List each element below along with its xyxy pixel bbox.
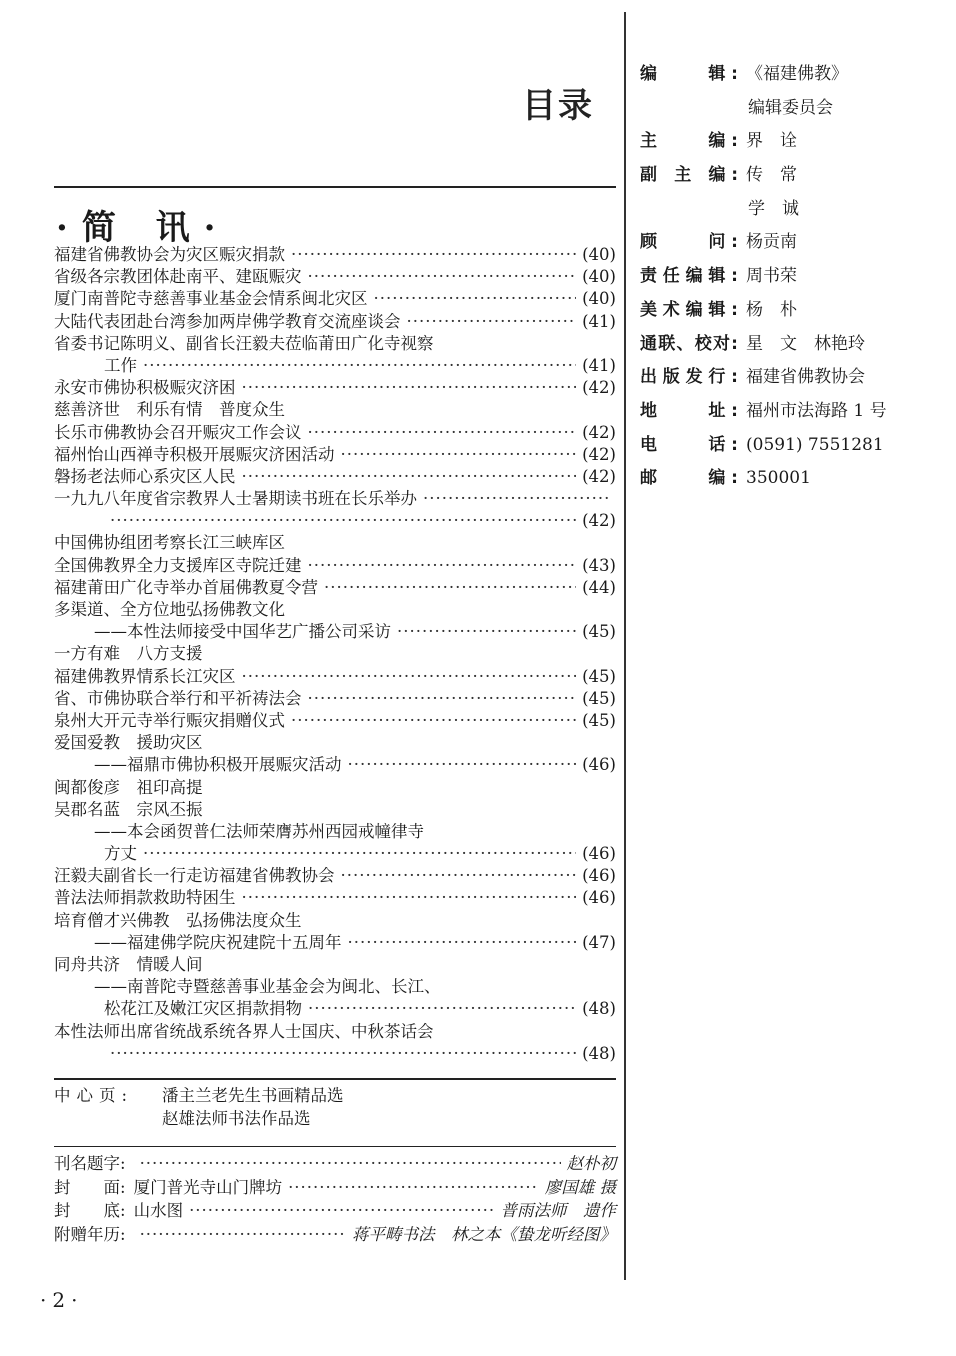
credit-value: 山水图 [133,1201,184,1220]
credits-list [54,1152,616,1246]
toc-entry [54,666,616,688]
masthead-row [640,361,940,395]
toc-entry-page: (42) [582,422,616,442]
page-title: 目录 [522,86,594,126]
toc-entry-page: (46) [582,844,616,864]
toc-leader-dots [308,688,577,710]
toc-entry [54,488,616,510]
toc-leader-dots [291,710,576,732]
masthead-value: 学 诚 [748,198,799,219]
credit-label: 封 底: [54,1201,126,1220]
masthead-value: 福建省佛教协会 [746,367,865,388]
toc-entry-page: (48) [582,999,616,1019]
toc-entry [54,621,616,643]
toc-entry-title: 福州怡山西禅寺积极开展赈灾济困活动 [54,444,335,464]
credit-value: 厦门普光寺山门牌坊 [133,1177,283,1197]
toc-entry [54,555,616,577]
toc-entry-page: (45) [582,622,616,642]
toc-entry-title: 大陆代表团赴台湾参加两岸佛学教育交流座谈会 [54,311,401,331]
toc-leader-dots [143,355,576,377]
masthead-value: 福州市法海路 1 号 [746,400,887,421]
masthead-row [640,226,940,260]
credit-row [54,1223,616,1247]
center-page-label: 中心页: [54,1086,134,1105]
toc-entry-title: 福建莆田广化寺举办首届佛教夏令营 [54,577,318,597]
credit-leader-dots [140,1152,561,1176]
masthead-row [640,159,940,193]
toc-entry-page: (43) [582,555,616,575]
toc-entry-title: 省、市佛协联合举行和平祈祷法会 [54,688,302,708]
credit-leader-dots [288,1176,539,1200]
credit-attribution: 赵朴初 [566,1154,616,1173]
toc-entry-title: 永安市佛协积极赈灾济困 [54,378,236,398]
masthead-label: 邮 编: [640,468,738,489]
toc-entry [54,865,616,887]
toc-leader-dots [110,510,576,532]
toc-entry [54,754,616,776]
toc-entry-title: 同舟共济 情暖人间 [54,955,203,974]
toc-entry [54,1043,616,1065]
toc-entry [54,244,616,266]
toc-entry [54,932,616,954]
masthead-label: 主 编: [640,131,738,152]
toc-leader-dots [242,887,577,909]
masthead-row [640,429,940,463]
toc-entry [54,998,616,1020]
masthead-label: 出版发行: [640,367,738,388]
toc-leader-dots [407,311,577,333]
masthead-value: 星 文 林艳玲 [746,333,865,354]
masthead-value: 杨贡南 [746,232,797,253]
toc-leader-dots [242,666,577,688]
toc-entry-title: 闽都俊彦 祖印高提 [54,777,203,797]
toc-entry-title: 磐扬老法师心系灾区人民 [54,466,236,486]
toc-entry-title: 泉州大开元寺举行赈灾捐赠仪式 [54,710,285,730]
credit-attribution: 蒋平畴书法 林之本《蛰龙听经图》 [352,1224,616,1244]
center-page-block [54,1084,344,1130]
toc-entry [54,976,616,998]
toc-entry-title: 普法法师捐款救助特困生 [54,888,236,908]
toc-leader-dots [143,843,576,865]
masthead-value: 《福建佛教》 [746,64,848,84]
toc-entry [54,777,616,799]
masthead [640,58,940,496]
toc-entry [54,333,616,355]
credit-leader-dots [140,1223,346,1247]
credit-attribution: 普雨法师 遗作 [500,1201,616,1220]
toc-entry-title: 中国佛协组团考察长江三峡库区 [54,533,285,553]
credit-leader-dots [189,1199,494,1223]
toc-entry-title: 福建佛教界情系长江灾区 [54,666,236,686]
toc-entry [54,599,616,621]
toc-entry [54,688,616,710]
credit-label: 附赠年历: [54,1224,126,1244]
masthead-label: 地 址: [640,400,738,421]
toc-entry-page: (47) [582,932,616,952]
masthead-label: 副 主 编: [640,165,738,186]
title-rule [54,186,616,188]
masthead-row [640,395,940,429]
toc-leader-dots [348,754,577,776]
credit-row [54,1152,616,1176]
masthead-row [640,260,940,294]
center-page-line2: 赵雄法师书法作品选 [162,1109,311,1128]
toc-entry [54,266,616,288]
toc-entry [54,399,616,421]
toc-entry-title: 慈善济世 利乐有情 普度众生 [54,400,285,420]
credit-label: 封 面: [54,1177,126,1197]
toc-entry-title: 培育僧才兴佛教 弘扬佛法度众生 [54,910,302,930]
toc-entry [54,377,616,399]
toc-entry-title: ——南普陀寺暨慈善事业基金会为闽北、长江、 [94,977,441,997]
toc-entry-page: (48) [582,1043,616,1063]
toc-entry [54,510,616,532]
toc-leader-dots [291,244,576,266]
toc-entry-title: 厦门南普陀寺慈善事业基金会情系闽北灾区 [54,289,368,309]
toc-entry-page: (40) [582,267,616,287]
toc-entry-page: (42) [582,444,616,464]
toc-entry [54,843,616,865]
toc-entry-page: (46) [582,755,616,775]
toc-entry [54,577,616,599]
toc-entry-title: ——本会函贺普仁法师荣膺苏州西园戒幢律寺 [94,821,424,841]
toc-entry-page: (44) [582,577,616,597]
toc-entry-title: 本性法师出席省统战系统各界人士国庆、中秋茶话会 [54,1021,434,1041]
toc-entry [54,422,616,444]
credits-rule [54,1146,616,1147]
masthead-value: 传 常 [746,165,797,186]
center-page-line1: 潘主兰老先生书画精品选 [162,1086,344,1105]
toc-entry-page: (46) [582,866,616,886]
credit-row [54,1176,616,1200]
toc-entry-page: (45) [582,688,616,708]
toc-entry-page: (46) [582,888,616,908]
masthead-value: 界 诠 [746,131,797,152]
section-heading: ·简 讯· [56,208,230,248]
toc-leader-dots [308,266,577,288]
toc-leader-dots [308,555,577,577]
credit-label: 刊名题字: [54,1154,126,1173]
toc-entry [54,910,616,932]
masthead-label: 顾 问: [640,232,738,253]
toc-entry-title: 吴郡名蓝 宗风丕振 [54,799,203,819]
masthead-label: 编 辑: [640,64,738,84]
masthead-value: 编辑委员会 [748,97,833,118]
toc-leader-dots [348,932,577,954]
masthead-row [640,462,940,496]
toc-entry-title: 长乐市佛教协会召开赈灾工作会议 [54,422,302,442]
toc-entry [54,288,616,310]
toc-entry-title: ——福建佛学院庆祝建院十五周年 [94,932,342,952]
toc-leader-dots [397,621,576,643]
toc-entry [54,821,616,843]
toc-entry-title: 一方有难 八方支援 [54,644,203,664]
toc-leader-dots [423,488,610,510]
toc-leader-dots [308,422,577,444]
toc-entry-title: 一九九八年度省宗教界人士暑期读书班在长乐举办 [54,489,417,509]
toc-entry-title: 省委书记陈明义、副省长汪毅夫莅临莆田广化寺视察 [54,333,434,353]
toc-entry-title: 省级各宗教团体赴南平、建瓯赈灾 [54,267,302,287]
masthead-row [640,328,940,362]
center-page-rule [54,1078,616,1080]
toc-leader-dots [341,865,577,887]
masthead-row [640,58,940,92]
toc-entry [54,466,616,488]
toc-entry [54,444,616,466]
toc-entry [54,710,616,732]
toc-entry-page: (40) [582,245,616,264]
masthead-value: 周书荣 [746,266,797,287]
toc-entry-title: 爱国爱教 援助灾区 [54,733,203,753]
toc-entry-title: 多渠道、全方位地弘扬佛教文化 [54,600,285,619]
toc-entry-title: 福建省佛教协会为灾区赈灾捐款 [54,245,285,264]
toc-entry [54,799,616,821]
masthead-row [640,92,940,126]
masthead-row [640,294,940,328]
masthead-row [640,125,940,159]
masthead-label: 通联、校对: [640,333,738,354]
masthead-row [640,193,940,227]
credit-attribution: 廖国雄 摄 [544,1177,616,1197]
toc-leader-dots [110,1043,576,1065]
toc-entry [54,887,616,909]
masthead-label: 责任编辑: [640,266,738,287]
toc-entry-page: (41) [582,311,616,331]
toc-entry-title: 松花江及嫩江灾区捐款捐物 [104,999,302,1019]
credit-row [54,1199,616,1223]
toc-entry-page: (41) [582,355,616,375]
toc-entry-page: (45) [582,710,616,730]
toc-leader-dots [242,377,577,399]
toc-leader-dots [324,577,576,599]
toc-entry [54,355,616,377]
masthead-value: 350001 [746,468,811,489]
toc-entry-title: ——本性法师接受中国华艺广播公司采访 [94,622,391,642]
masthead-value: 杨 朴 [746,299,797,320]
toc-entry [54,643,616,665]
toc-entry-page: (45) [582,666,616,686]
masthead-label: 美术编辑: [640,299,738,320]
toc-entry-page: (42) [582,511,616,531]
toc-entry [54,532,616,554]
toc-entry-page: (42) [582,466,616,486]
masthead-value: (0591) 7551281 [746,434,884,455]
toc-entry [54,1021,616,1043]
toc-entry-page: (40) [582,289,616,309]
toc-list [54,244,616,1065]
toc-entry-title: ——福鼎市佛协积极开展赈灾活动 [94,755,342,775]
toc-entry [54,954,616,976]
toc-entry-title: 工作 [104,355,137,375]
toc-leader-dots [308,998,576,1020]
toc-entry-title: 汪毅夫副省长一行走访福建省佛教协会 [54,866,335,886]
toc-leader-dots [341,444,577,466]
toc-entry-title: 方丈 [104,844,137,864]
column-divider [624,12,626,1280]
toc-entry-page: (42) [582,378,616,398]
masthead-label: 电 话: [640,434,738,455]
toc-leader-dots [374,288,577,310]
toc-entry [54,311,616,333]
page-number: ·2· [40,1288,84,1312]
toc-entry [54,732,616,754]
toc-entry-title: 全国佛教界全力支援库区寺院迁建 [54,555,302,575]
toc-leader-dots [242,466,577,488]
